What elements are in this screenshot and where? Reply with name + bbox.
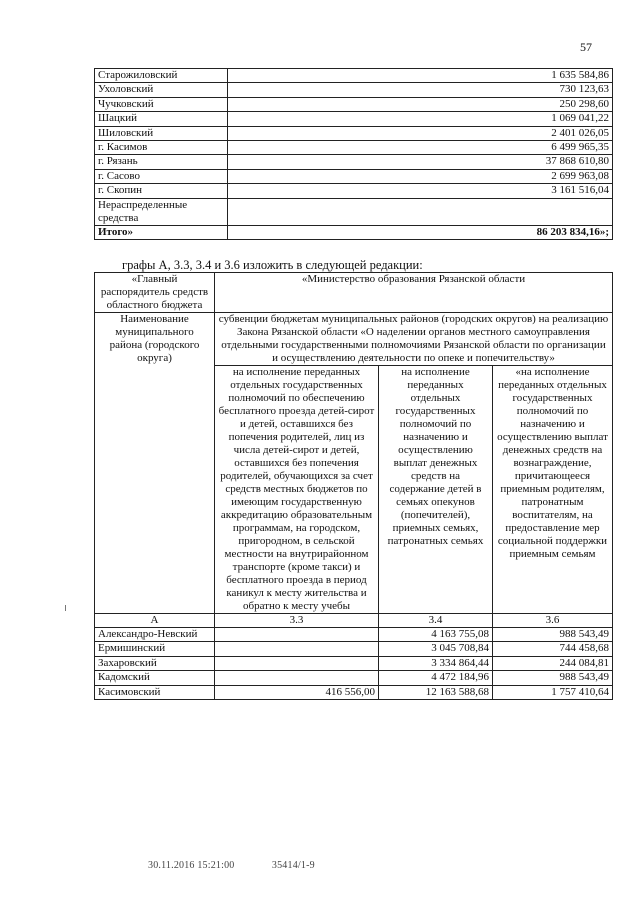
district-name: Касимовский (95, 685, 215, 699)
value-3-6: 1 757 410,64 (493, 685, 613, 699)
value-3-4: 3 334 864,44 (379, 656, 493, 670)
footer-datetime: 30.11.2016 15:21:00 (148, 860, 235, 871)
district-name: Чучковский (95, 97, 228, 111)
table-row (95, 642, 613, 656)
district-name: Александро-Невский (95, 628, 215, 642)
unallocated-row (95, 198, 613, 225)
value-3-3: 416 556,00 (215, 685, 379, 699)
table-row (95, 656, 613, 670)
value-3-6: 744 458,68 (493, 642, 613, 656)
district-value: 2 401 026,05 (228, 126, 613, 140)
col-code: 3.3 (215, 614, 379, 628)
district-value: 6 499 965,35 (228, 140, 613, 154)
table-row (95, 69, 613, 83)
total-value: 86 203 834,16»; (228, 225, 613, 239)
total-row (95, 225, 613, 239)
page-number: 57 (580, 40, 592, 54)
table-row (95, 83, 613, 97)
table-row (95, 140, 613, 154)
head-label: «Главный распорядитель средств областного бюджета (95, 273, 215, 313)
subvention-text: субвенции бюджетам муниципальных районов (городских округов) на реализацию Закона Рязанской области «О наделении органов местного самоуправления отдельными государственными полномочиями Рязанской области по организации и осуществлению деятельности по опеке и попечительству» (215, 313, 613, 366)
value-3-3 (215, 656, 379, 670)
table-row (95, 628, 613, 642)
table-row (95, 126, 613, 140)
value-3-4: 4 163 755,08 (379, 628, 493, 642)
table-row (95, 671, 613, 685)
district-value: 3 161 516,04 (228, 184, 613, 198)
allocation-table (94, 68, 613, 240)
value-3-6: 244 084,81 (493, 656, 613, 670)
table-row (95, 169, 613, 183)
subvention-row (95, 313, 613, 366)
value-3-6: 988 543,49 (493, 628, 613, 642)
head-value: «Министерство образования Рязанской области (215, 273, 613, 313)
column-code-row (95, 614, 613, 628)
head-row (95, 273, 613, 313)
value-3-3 (215, 628, 379, 642)
unallocated-value (228, 198, 613, 225)
district-name: г. Касимов (95, 140, 228, 154)
district-value: 2 699 963,08 (228, 169, 613, 183)
value-3-3 (215, 642, 379, 656)
district-name: Шиловский (95, 126, 228, 140)
table-row (95, 184, 613, 198)
district-value: 730 123,63 (228, 83, 613, 97)
total-label: Итого» (95, 225, 228, 239)
value-3-4: 4 472 184,96 (379, 671, 493, 685)
footer-stamp (148, 860, 315, 871)
table-row (95, 155, 613, 169)
district-name: Захаровский (95, 656, 215, 670)
col-3-3-text: на исполнение переданных отдельных государственных полномочий по обеспечению бесплатного проезда детей-сирот и детей, оставшихся без попечения родителей, лиц из числа детей-сирот и детей, оставшихся без попечения родителей, обучающихся за счет средств местных бюджетов по имеющим государственную аккредитацию образовательным программам, на городском, пригородном, в сельской местности на внутрирайонном транспорте (кроме такси) и бесплатного проезда в период каникул к месту жительства и обратно к месту учебы (215, 366, 379, 614)
district-name: г. Сасово (95, 169, 228, 183)
margin-tick (65, 605, 66, 611)
intro-text: графы А, 3.3, 3.4 и 3.6 изложить в следующей редакции: (122, 258, 423, 272)
district-name: г. Рязань (95, 155, 228, 169)
table-row (95, 112, 613, 126)
name-label: Наименование муниципального района (городского округа) (95, 313, 215, 614)
value-3-4: 3 045 708,84 (379, 642, 493, 656)
district-value: 1 069 041,22 (228, 112, 613, 126)
district-name: Старожиловский (95, 69, 228, 83)
district-name: Ухоловский (95, 83, 228, 97)
district-value: 1 635 584,86 (228, 69, 613, 83)
value-3-4: 12 163 588,68 (379, 685, 493, 699)
columns-table (94, 272, 613, 700)
footer-code: 35414/1-9 (271, 860, 315, 871)
district-name: г. Скопин (95, 184, 228, 198)
district-name: Шацкий (95, 112, 228, 126)
table-row (95, 97, 613, 111)
district-value: 37 868 610,80 (228, 155, 613, 169)
district-name: Кадомский (95, 671, 215, 685)
col-3-6-text: «на исполнение переданных отдельных государственных полномочий по назначению и осуществлению выплат денежных средств на вознаграждение, причитающееся приемным родителям, патронатным воспитателям, на предоставление мер социальной поддержки приемным семьям (493, 366, 613, 614)
col-code: А (95, 614, 215, 628)
col-code: 3.6 (493, 614, 613, 628)
district-name: Ермишинский (95, 642, 215, 656)
district-value: 250 298,60 (228, 97, 613, 111)
col-code: 3.4 (379, 614, 493, 628)
table-row (95, 685, 613, 699)
value-3-6: 988 543,49 (493, 671, 613, 685)
col-3-4-text: на исполнение переданных отдельных государственных полномочий по назначению и осуществлению выплат денежных средств на содержание детей в семьях опекунов (попечителей), приемных семьях, патронатных семьях (379, 366, 493, 614)
value-3-3 (215, 671, 379, 685)
unallocated-label: Нераспределенные средства (95, 198, 228, 225)
